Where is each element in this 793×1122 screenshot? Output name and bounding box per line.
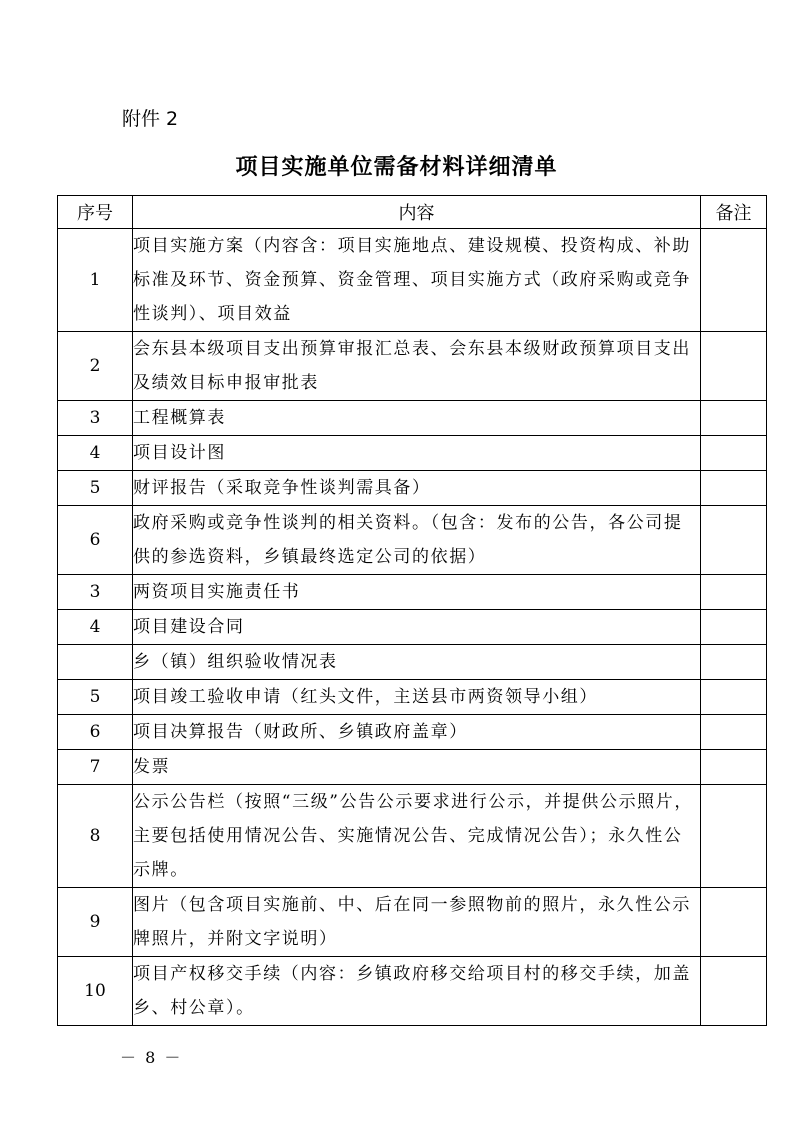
row-content: 图片（包含项目实施前、中、后在同一参照物前的照片，永久性公示牌照片，并附文字说明）: [133, 888, 701, 957]
row-content: 工程概算表: [133, 401, 701, 436]
row-note: [701, 332, 767, 401]
row-content: 发票: [133, 750, 701, 785]
table-row: [58, 506, 767, 575]
row-index: 7: [58, 750, 133, 785]
table-row: [58, 575, 767, 610]
table-row: [58, 888, 767, 957]
row-index: 2: [58, 332, 133, 401]
row-index: 6: [58, 715, 133, 750]
row-index: 4: [58, 436, 133, 471]
row-content: 公示公告栏（按照“三级”公告公示要求进行公示，并提供公示照片，主要包括使用情况公告、实施情况公告、完成情况公告）；永久性公示牌。: [133, 785, 701, 888]
row-note: [701, 785, 767, 888]
row-content: 项目设计图: [133, 436, 701, 471]
row-index: 3: [58, 575, 133, 610]
table-row: [58, 436, 767, 471]
table-row: [58, 229, 767, 332]
row-index: 4: [58, 610, 133, 645]
row-index: 8: [58, 785, 133, 888]
table-row: [58, 471, 767, 506]
row-note: [701, 401, 767, 436]
row-content: 乡（镇）组织验收情况表: [133, 645, 701, 680]
row-index: [58, 645, 133, 680]
table-row: [58, 680, 767, 715]
row-content: 政府采购或竞争性谈判的相关资料。（包含：发布的公告，各公司提供的参选资料，乡镇最终选定公司的依据）: [133, 506, 701, 575]
header-content: 内容: [133, 196, 701, 229]
row-note: [701, 506, 767, 575]
row-note: [701, 957, 767, 1026]
row-note: [701, 645, 767, 680]
table-row: [58, 401, 767, 436]
table-row: [58, 785, 767, 888]
row-index: 1: [58, 229, 133, 332]
row-index: 9: [58, 888, 133, 957]
table-row: [58, 957, 767, 1026]
row-content: 项目产权移交手续（内容：乡镇政府移交给项目村的移交手续，加盖乡、村公章）。: [133, 957, 701, 1026]
row-note: [701, 750, 767, 785]
document-title: 项目实施单位需备材料详细清单: [235, 155, 558, 180]
row-note: [701, 471, 767, 506]
materials-table: [57, 195, 767, 1026]
row-content: 两资项目实施责任书: [133, 575, 701, 610]
table-row: [58, 715, 767, 750]
row-note: [701, 436, 767, 471]
row-note: [701, 715, 767, 750]
row-content: 会东县本级项目支出预算审报汇总表、会东县本级财政预算项目支出及绩效目标申报审批表: [133, 332, 701, 401]
row-content: 财评报告（采取竞争性谈判需具备）: [133, 471, 701, 506]
table-row: [58, 332, 767, 401]
row-content: 项目决算报告（财政所、乡镇政府盖章）: [133, 715, 701, 750]
row-note: [701, 888, 767, 957]
row-note: [701, 575, 767, 610]
header-index: 序号: [58, 196, 133, 229]
row-index: 6: [58, 506, 133, 575]
row-note: [701, 229, 767, 332]
page-number: － 8 －: [120, 1048, 183, 1067]
row-note: [701, 610, 767, 645]
row-content: 项目实施方案（内容含：项目实施地点、建设规模、投资构成、补助标准及环节、资金预算、资金管理、项目实施方式（政府采购或竞争性谈判）、项目效益: [133, 229, 701, 332]
row-content: 项目竣工验收申请（红头文件，主送县市两资领导小组）: [133, 680, 701, 715]
row-index: 5: [58, 680, 133, 715]
header-note: 备注: [701, 196, 767, 229]
table-row: [58, 610, 767, 645]
table-header-row: [58, 196, 767, 229]
table-row: [58, 645, 767, 680]
row-index: 10: [58, 957, 133, 1026]
attachment-label: 附件 2: [122, 108, 179, 130]
row-note: [701, 680, 767, 715]
row-content: 项目建设合同: [133, 610, 701, 645]
row-index: 3: [58, 401, 133, 436]
row-index: 5: [58, 471, 133, 506]
table-row: [58, 750, 767, 785]
